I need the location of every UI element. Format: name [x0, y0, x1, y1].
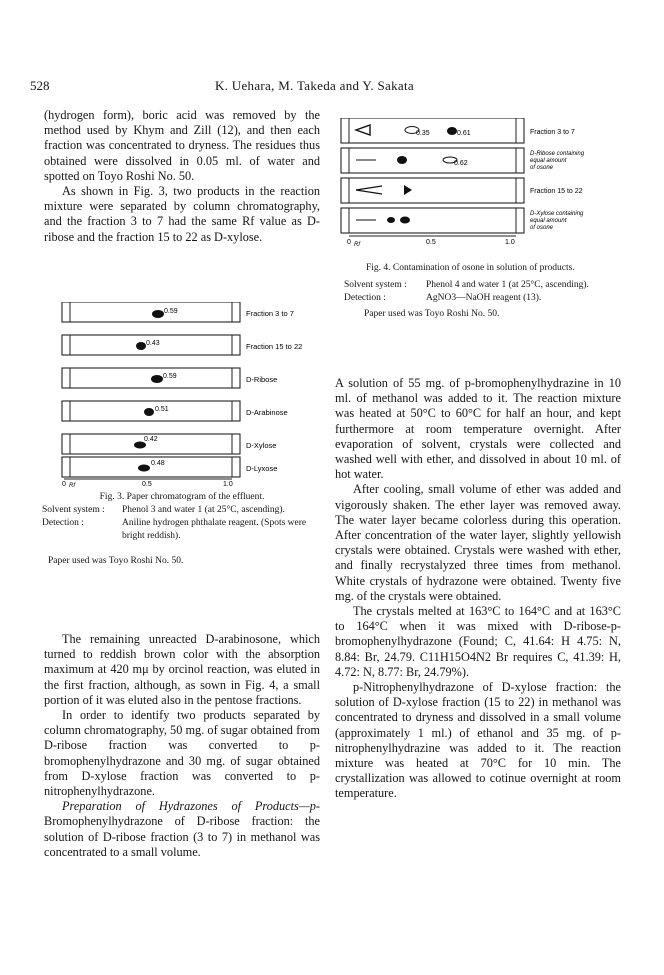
paragraph: (hydrogen form), boric acid was removed by the method used by Khym and Zill (12), and then each fraction was concentrated to dryness. The residues thus obtained were dissolved in 0.05 ml. of water and spotted on Toyo Roshi No. 50. [44, 108, 320, 183]
axis-tick: 0 [347, 239, 351, 246]
strip-label: Fraction 3 to 7 [246, 309, 294, 318]
figure-3-caption [42, 491, 322, 568]
spot [136, 342, 146, 350]
spot [151, 375, 163, 383]
axis-tick: 0.5 [426, 239, 436, 246]
caption-label: Solvent system : [344, 279, 407, 290]
spot [144, 408, 154, 416]
strip-label: Fraction 3 to 7 [530, 129, 575, 136]
strip-label-line: equal amount [530, 218, 567, 224]
strip-label-line: equal amount [530, 158, 567, 164]
rf-axis [62, 479, 233, 487]
caption-text: Phenol 4 and water 1 (at 25°C, ascending). [426, 279, 589, 290]
rf-value: 0.42 [144, 436, 158, 443]
strip-label: D-Lyxose [246, 464, 278, 473]
paragraph: In order to identify two products separated by column chromatography, 50 mg. of sugar obtained from D-ribose fraction was converted to p-bromophenylhydrazone and 30 mg. of sugar obtained from D-xylose fraction was converted to p-nitrophenylhydrazone. [44, 708, 320, 799]
axis-tick: 0 [62, 481, 66, 487]
strip-label: D-Ribose [246, 375, 278, 384]
strip-label-line: of osone [530, 225, 554, 231]
figure-4-chromatogram [336, 118, 626, 258]
caption-title: Fig. 4. Contamination of osone in solution of products. [366, 263, 575, 273]
left-column-top [44, 108, 320, 245]
paragraph: p-Nitrophenylhydrazone of D-xylose fraction: the solution of D-xylose fraction (15 to 22) in methanol was concentrated to dryness and dissolved in a small volume (approximately 1 ml.) of ethanol and 35 mg. of p-nitrophenylhydrazine was added to it. The reaction mixture was heated at 70°C for 10 min. The crystallization was allowed to cotinue overnight at room temperature. [335, 680, 621, 801]
running-head-authors: K. Uehara, M. Takeda and Y. Sakata [215, 78, 414, 93]
strip [62, 302, 294, 322]
caption-note: Paper used was Toyo Roshi No. 50. [48, 556, 184, 566]
paragraph: The crystals melted at 163°C to 164°C and at 163°C to 164°C when it was mixed with D-ribose-p-bromophenylhydrazone (Found; C, 41.64: H 4.75: N, 8.84: Br, 24.79. C11H15O4N2 Br requires C, 41.39: H, 4.72: N, 8.77: Br, 24.79%). [335, 604, 621, 679]
rf-value: 0.62 [454, 160, 468, 167]
paragraph: After cooling, small volume of ether was added and vigorously shaken. The ether layer was removed away. The water layer became colorless during this operation. After concentration of the water layer, slightly yellowish crystals were obtained. Crystals were washed with ether, and finally recrystalyzed three times from methanol. White crystals of hydrazone were obtained. Twenty five mg. of the crystals were obtained. [335, 482, 621, 603]
caption-label: Detection : [344, 293, 386, 303]
axis-label: Rf [69, 483, 75, 487]
strip [341, 208, 584, 233]
paragraph: As shown in Fig. 3, two products in the reaction mixture were separated by column chromatography, and the fraction 3 to 7 had the same Rf value as D-ribose and the fraction 15 to 22 as D-xylose. [44, 184, 320, 244]
caption-title: Fig. 3. Paper chromatogram of the effluent. [99, 492, 265, 502]
caption-text: Aniline hydrogen phthalate reagent. (Spots were bright reddish). [122, 518, 307, 541]
caption-note: Paper used was Toyo Roshi No. 50. [364, 308, 500, 319]
spot [400, 217, 410, 224]
strip [62, 368, 277, 388]
strip [62, 335, 302, 355]
axis-tick: 1.0 [223, 481, 233, 487]
rf-value: 0.61 [457, 130, 471, 137]
strip [341, 118, 575, 143]
spot [404, 185, 412, 195]
strip-label-line: D-Xylose containing [530, 211, 584, 217]
spot [387, 217, 395, 223]
spot [397, 156, 407, 164]
figure-4-caption [344, 262, 622, 320]
caption-text: Phenol 3 and water 1 (at 25°C, ascending). [122, 504, 285, 515]
paragraph: The remaining unreacted D-arabinosone, which turned to reddish brown color with the absorption maximum at 420 mμ by orcinol reaction, was eluted in the first fraction, although, as sown in Fig. 4, a small portion of it was eluted also in the pentose fractions. [44, 632, 320, 707]
strip-label-line: of osone [530, 165, 554, 171]
axis-tick: 1.0 [505, 239, 515, 246]
axis-tick: 0.5 [142, 481, 152, 487]
caption-label: Solvent system : [42, 504, 105, 515]
strip [62, 434, 276, 454]
axis-label: Rf [354, 242, 360, 248]
strip-label: Fraction 15 to 22 [246, 342, 303, 351]
rf-value: 0.59 [163, 373, 177, 380]
caption-text: AgNO3—NaOH reagent (13). [426, 293, 542, 303]
rf-value: 0.59 [164, 308, 178, 315]
paragraph [44, 799, 320, 860]
rf-value: 0.43 [146, 340, 160, 347]
paragraph-text: Bromophenylhydrazone of D-ribose fraction: the solution of D-ribose fraction (3 to 7) in methanol was concentrated to a small volume. [44, 814, 320, 859]
figure-3-chromatogram [50, 302, 350, 487]
subsection-title: Preparation of Hydrazones of Products—p- [62, 799, 320, 814]
strip-label: D-Xylose [246, 441, 277, 450]
rf-axis [347, 236, 516, 248]
spot [447, 127, 457, 135]
strip-label-line: D-Ribose containing [530, 151, 585, 157]
strip [62, 401, 288, 421]
strip [62, 457, 277, 477]
strip [341, 178, 583, 203]
paragraph: A solution of 55 mg. of p-bromophenylhydrazine in 10 ml. of methanol was added to it. The reaction mixture was heated at 50°C to 60°C for half an hour, and kept furthermore at room temperature overnight. After evaporation of solvent, crystals were collected and washed well with ether, and dissolved in about 10 ml. of hot water. [335, 376, 621, 482]
spot [152, 310, 164, 318]
strip-label: D-Arabinose [246, 408, 288, 417]
strip-label: Fraction 15 to 22 [530, 188, 583, 195]
rf-value: 0.35 [416, 130, 430, 137]
caption-label: Detection : [42, 518, 84, 528]
spot [138, 465, 150, 472]
left-column-bottom [44, 632, 320, 860]
rf-value: 0.51 [155, 406, 169, 413]
strip [341, 148, 585, 173]
rf-value: 0.48 [151, 460, 165, 467]
page-number: 528 [30, 78, 50, 93]
right-column [335, 376, 621, 802]
